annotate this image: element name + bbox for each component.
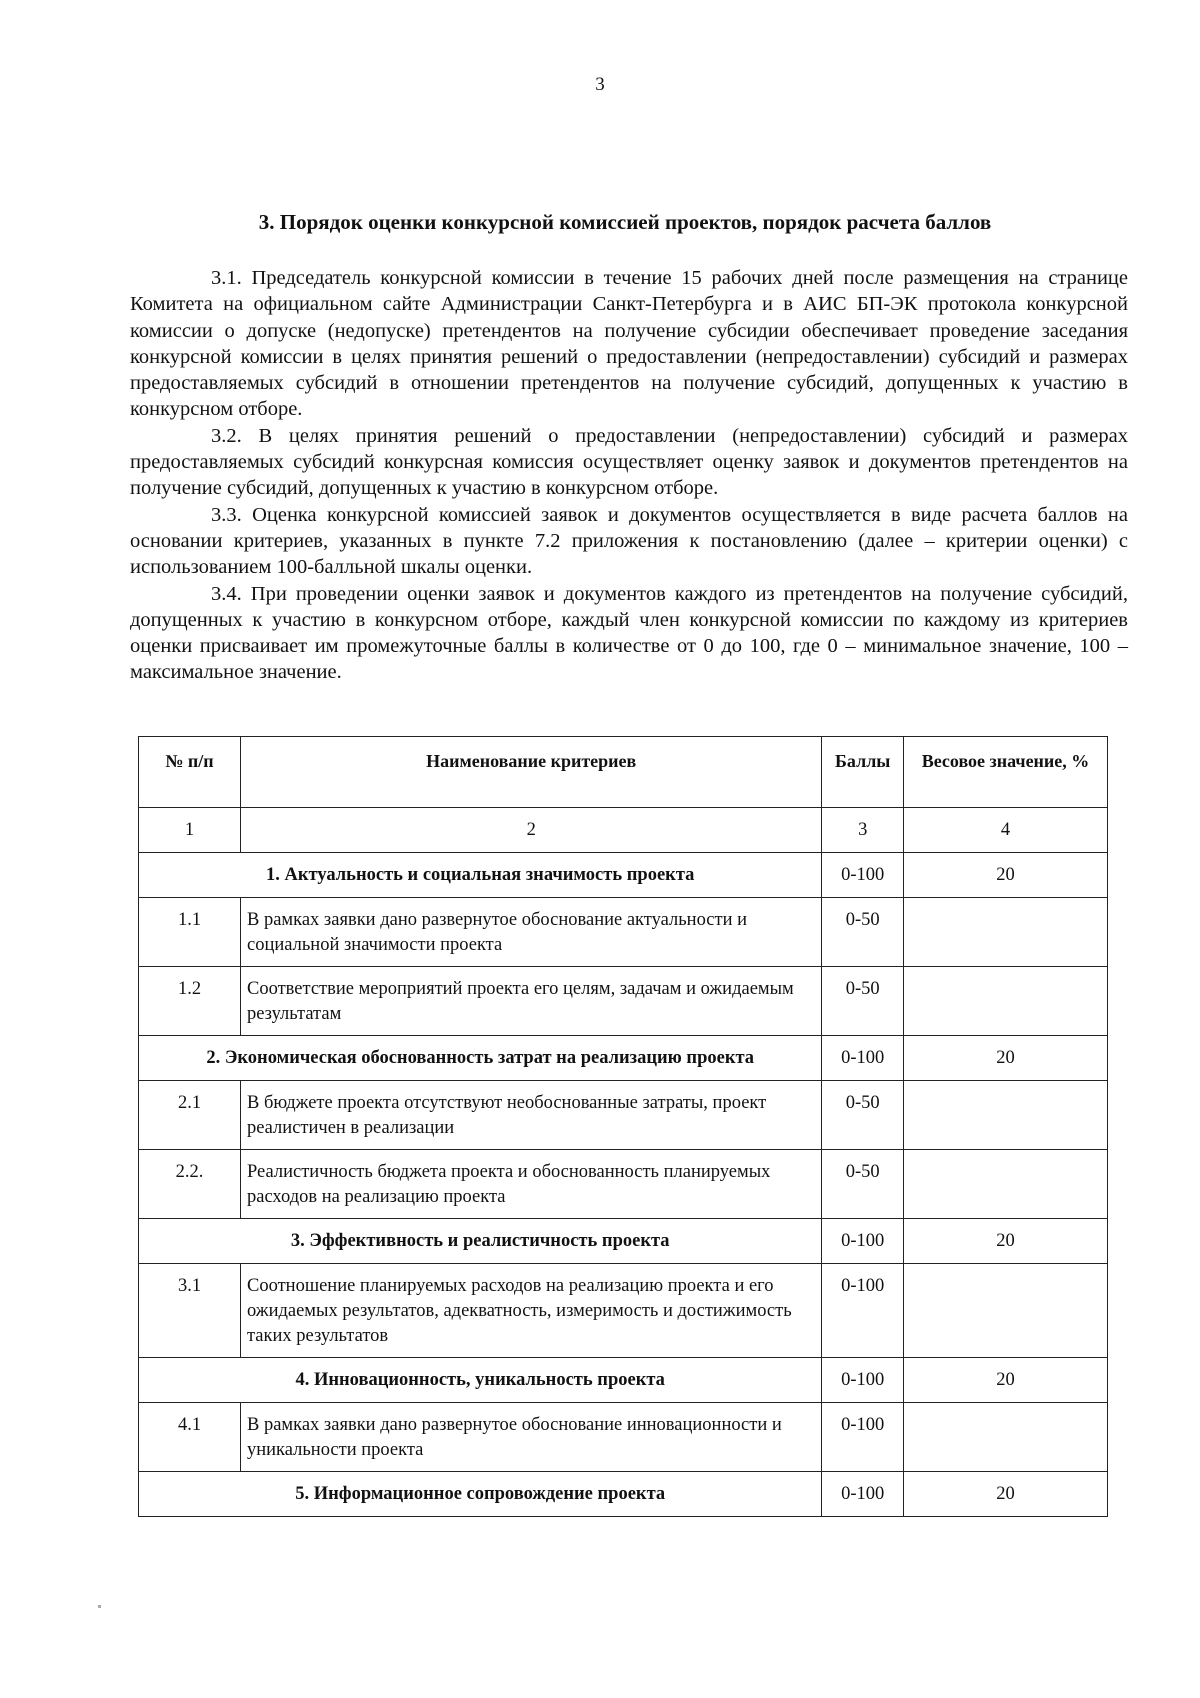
section-score: 0-100 bbox=[822, 1358, 904, 1403]
table-section-row bbox=[139, 1472, 1108, 1517]
item-score: 0-50 bbox=[822, 1081, 904, 1150]
index-cell: 1 bbox=[139, 808, 241, 853]
section-weight: 20 bbox=[903, 1358, 1107, 1403]
section-weight: 20 bbox=[903, 853, 1107, 898]
section-score: 0-100 bbox=[822, 1219, 904, 1264]
section-title: 3. Эффективность и реалистичность проекта bbox=[139, 1219, 822, 1264]
table-row bbox=[139, 1150, 1108, 1219]
item-weight-empty bbox=[903, 967, 1107, 1036]
section-weight: 20 bbox=[903, 1036, 1107, 1081]
item-name: Реалистичность бюджета проекта и обоснованность планируемых расходов на реализацию проекта bbox=[241, 1150, 822, 1219]
index-cell: 3 bbox=[822, 808, 904, 853]
header-number: № п/п bbox=[139, 737, 241, 808]
item-weight-empty bbox=[903, 898, 1107, 967]
table-section-row bbox=[139, 1219, 1108, 1264]
paragraph-3-1: 3.1. Председатель конкурсной комиссии в течение 15 рабочих дней после размещения на странице Комитета на официальном сайте Администрации Санкт-Петербурга и в АИС БП-ЭК протокола конкурсной комиссии о допуске (недопуске) претендентов на получение субсидии обеспечивает проведение заседания конкурсной комиссии в целях принятия решений о предоставлении (непредоставлении) субсидий и размерах предоставляемых субсидий в отношении претендентов на получение субсидий, допущенных к участию в конкурсном отборе. bbox=[130, 267, 1128, 421]
index-cell: 4 bbox=[903, 808, 1107, 853]
item-number: 4.1 bbox=[139, 1403, 241, 1472]
section-title: 2. Экономическая обоснованность затрат на реализацию проекта bbox=[139, 1036, 822, 1081]
item-score: 0-100 bbox=[822, 1264, 904, 1358]
table-row bbox=[139, 1403, 1108, 1472]
item-score: 0-50 bbox=[822, 898, 904, 967]
section-weight: 20 bbox=[903, 1219, 1107, 1264]
table-header-row bbox=[139, 737, 1108, 808]
item-name: В рамках заявки дано развернутое обоснование инновационности и уникальности проекта bbox=[241, 1403, 822, 1472]
table-row bbox=[139, 898, 1108, 967]
table-row bbox=[139, 1081, 1108, 1150]
item-weight-empty bbox=[903, 1264, 1107, 1358]
paragraph-3-2: 3.2. В целях принятия решений о предоставлении (непредоставлении) субсидий и размерах предоставляемых субсидий конкурсная комиссия осуществляет оценку заявок и документов претендентов на получение субсидий, допущенных к участию в конкурсном отборе. bbox=[130, 424, 1128, 500]
item-score: 0-100 bbox=[822, 1403, 904, 1472]
criteria-table bbox=[138, 736, 1108, 1517]
table-section-row bbox=[139, 1036, 1108, 1081]
table-section-row bbox=[139, 1358, 1108, 1403]
table-index-row bbox=[139, 808, 1108, 853]
item-weight-empty bbox=[903, 1081, 1107, 1150]
body-text bbox=[130, 265, 1128, 686]
section-heading: 3. Порядок оценки конкурсной комиссией проектов, порядок расчета баллов bbox=[258, 210, 992, 234]
item-number: 1.2 bbox=[139, 967, 241, 1036]
item-name: Соотношение планируемых расходов на реализацию проекта и его ожидаемых результатов, адекватность, измеримость и достижимость таких результатов bbox=[241, 1264, 822, 1358]
item-number: 2.1 bbox=[139, 1081, 241, 1150]
section-score: 0-100 bbox=[822, 1036, 904, 1081]
item-score: 0-50 bbox=[822, 1150, 904, 1219]
table-row bbox=[139, 967, 1108, 1036]
section-title: 4. Инновационность, уникальность проекта bbox=[139, 1358, 822, 1403]
section-score: 0-100 bbox=[822, 853, 904, 898]
section-title: 5. Информационное сопровождение проекта bbox=[139, 1472, 822, 1517]
item-number: 3.1 bbox=[139, 1264, 241, 1358]
index-cell: 2 bbox=[241, 808, 822, 853]
header-criteria-name: Наименование критериев bbox=[241, 737, 822, 808]
header-weight: Весовое значение, % bbox=[903, 737, 1107, 808]
item-number: 1.1 bbox=[139, 898, 241, 967]
page-number: 3 bbox=[595, 74, 605, 95]
item-number: 2.2. bbox=[139, 1150, 241, 1219]
item-weight-empty bbox=[903, 1403, 1107, 1472]
item-name: Соответствие мероприятий проекта его целям, задачам и ожидаемым результатам bbox=[241, 967, 822, 1036]
section-score: 0-100 bbox=[822, 1472, 904, 1517]
item-weight-empty bbox=[903, 1150, 1107, 1219]
header-score: Баллы bbox=[822, 737, 904, 808]
table-row bbox=[139, 1264, 1108, 1358]
item-name: В рамках заявки дано развернутое обоснование актуальности и социальной значимости проекта bbox=[241, 898, 822, 967]
table-section-row bbox=[139, 853, 1108, 898]
scan-speck bbox=[98, 1605, 101, 1608]
section-weight: 20 bbox=[903, 1472, 1107, 1517]
item-score: 0-50 bbox=[822, 967, 904, 1036]
paragraph-3-4: 3.4. При проведении оценки заявок и документов каждого из претендентов на получение субсидий, допущенных к участию в конкурсном отборе, каждый член конкурсной комиссии по каждому из критериев оценки присваивает им промежуточные баллы в количестве от 0 до 100, где 0 – минимальное значение, 100 – максимальное значение. bbox=[130, 582, 1128, 684]
section-title: 1. Актуальность и социальная значимость проекта bbox=[139, 853, 822, 898]
paragraph-3-3: 3.3. Оценка конкурсной комиссией заявок и документов осуществляется в виде расчета баллов на основании критериев, указанных в пункте 7.2 приложения к постановлению (далее – критерии оценки) с использованием 100-балльной шкалы оценки. bbox=[130, 503, 1128, 579]
item-name: В бюджете проекта отсутствуют необоснованные затраты, проект реалистичен в реализации bbox=[241, 1081, 822, 1150]
